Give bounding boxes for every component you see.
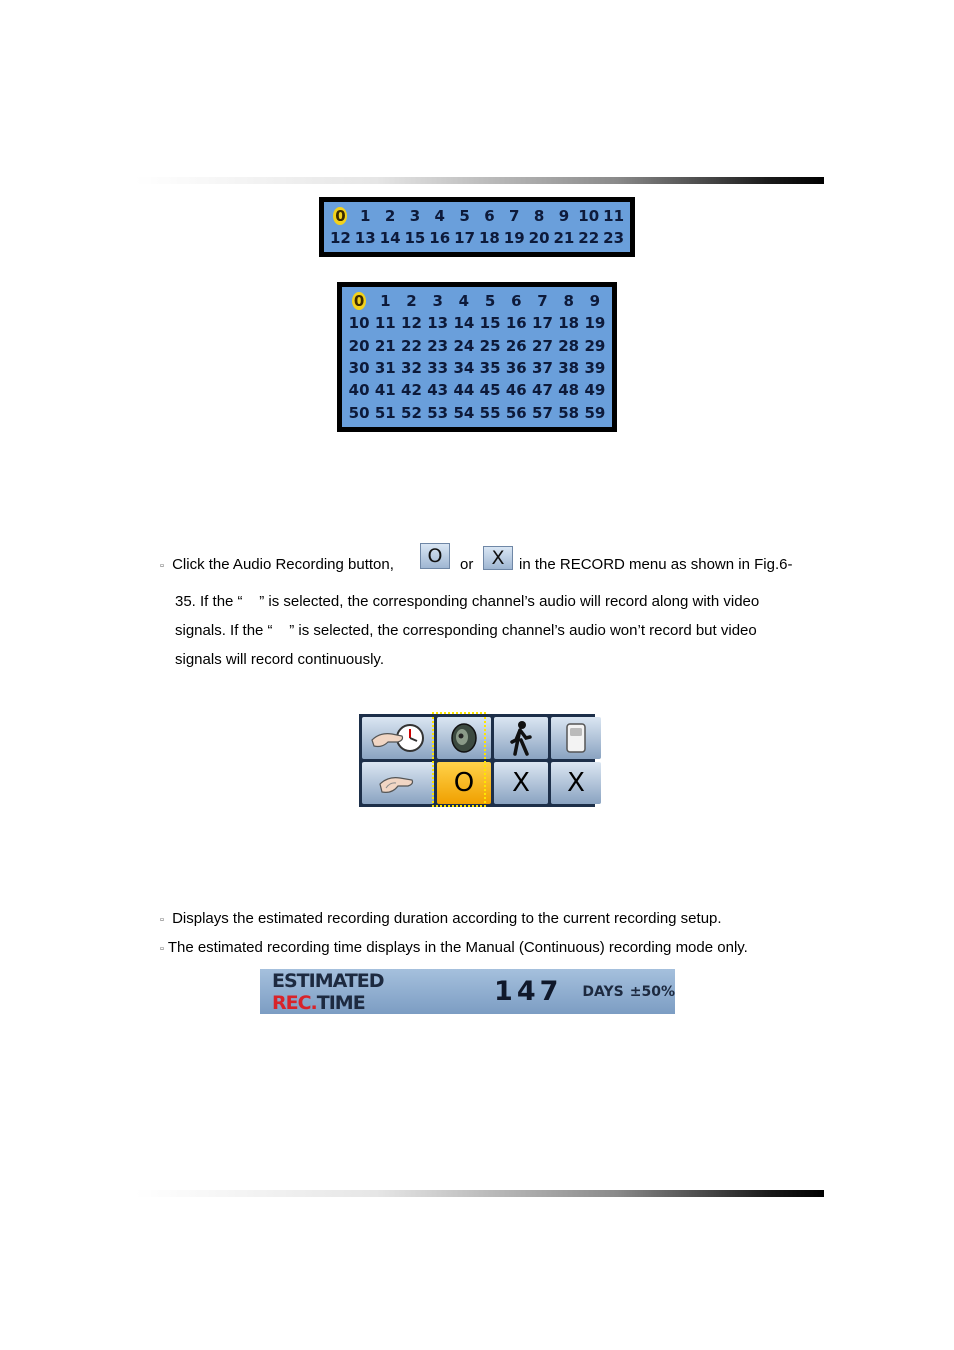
estimate-bullet-2 [160,939,748,958]
minute-cell-label: 22 [401,336,422,355]
minute-cell[interactable] [532,381,553,399]
minute-cell[interactable] [584,381,605,399]
hour-cell[interactable] [529,229,550,247]
minute-cell[interactable] [401,404,422,422]
hour-cell-label: 0 [335,206,346,225]
minute-cell-label: 55 [479,403,501,422]
estimated-tolerance: ±50% [629,983,675,1000]
minute-cell[interactable] [480,381,501,399]
minute-cell[interactable] [511,292,521,310]
hour-cell[interactable] [330,229,351,247]
minute-cell-label: 45 [479,381,501,400]
minute-cell-label: 49 [584,381,606,400]
label-part-estimated: ESTIMATED [272,969,384,992]
minute-cell[interactable] [349,359,370,377]
minute-cell[interactable] [406,292,416,310]
minute-cell[interactable] [532,314,553,332]
minute-cell-label: 0 [353,291,365,310]
audio-off-button[interactable] [483,546,513,570]
motion-off-toggle[interactable] [494,762,548,804]
audio-text-post: in the RECORD menu as shown in Fig.6- [519,556,793,573]
bullet-marker: ▫ [160,943,164,955]
minute-cell-label: 13 [427,314,449,333]
minute-cell-label: 51 [374,403,396,422]
hour-cell-label: 4 [434,207,445,225]
hour-cell[interactable] [559,207,569,225]
minute-cell[interactable] [506,337,527,355]
minute-cell-label: 18 [558,314,580,333]
minute-cell[interactable] [532,359,553,377]
minute-cell[interactable] [558,404,579,422]
estimate-text-2: The estimated recording time displays in the Manual (Continuous) recording mode only. [167,939,748,956]
hand-icon[interactable] [362,762,434,804]
footer-rule [135,1190,824,1197]
hour-cell-label: 18 [478,229,500,247]
minute-cell-label: 44 [453,381,475,400]
hour-cell[interactable] [578,229,599,247]
estimated-days-unit: DAYS [582,983,624,1000]
minute-cell[interactable] [506,314,527,332]
minute-cell[interactable] [349,314,370,332]
minute-cell[interactable] [558,359,579,377]
minute-cell[interactable] [506,404,527,422]
minute-cell-label: 9 [589,292,601,311]
minute-cell-label: 54 [453,403,475,422]
minute-cell[interactable] [558,314,579,332]
hour-cell[interactable] [454,229,475,247]
hour-cell-label: 10 [578,207,600,225]
minute-cell[interactable] [352,292,366,310]
minute-cell-label: 24 [453,336,475,355]
minute-cell[interactable] [590,292,600,310]
audio-text-pre: Click the Audio Recording button, [172,556,394,573]
minute-cell-label: 25 [479,336,501,355]
minute-cell-label: 14 [453,314,475,333]
minute-cell[interactable] [584,337,605,355]
hour-cell-label: 5 [459,207,470,225]
estimated-days-value: 147 [494,976,563,1007]
estimated-rec-time-label [272,970,452,1014]
minute-cell-label: 31 [374,359,396,378]
bullet-marker: ▫ [160,560,164,572]
audio-paragraph-line2: 35. If the “ ” is selected, the corresponding channel’s audio will record along with video [175,593,760,610]
record-menu-panel [359,714,595,807]
hour-cell-label: 6 [484,207,495,225]
minute-cell[interactable] [453,337,474,355]
minute-cell-label: 15 [479,314,501,333]
minute-cell-label: 47 [532,381,553,400]
minute-cell-label: 5 [484,292,496,311]
schedule-hand-icon[interactable] [362,717,434,759]
minute-cell[interactable] [506,359,527,377]
minute-selection-grid [337,282,617,432]
minute-cell[interactable] [427,337,448,355]
minute-cell-label: 38 [558,359,580,378]
minute-cell-label: 28 [558,336,580,355]
minute-cell-label: 6 [511,292,522,311]
minute-cell-label: 2 [406,292,417,311]
hour-cell-label: 9 [558,207,570,225]
minute-cell-label: 4 [458,292,470,311]
estimated-rec-time-bar [260,969,675,1014]
minute-cell-label: 23 [427,336,449,355]
hour-cell[interactable] [603,229,624,247]
audio-on-label: O [427,545,443,567]
hour-cell[interactable] [410,207,420,225]
audio-paragraph-line3: signals. If the “ ” is selected, the corresponding channel’s audio won’t record but video [175,622,757,639]
minute-cell[interactable] [401,337,422,355]
minute-cell-label: 12 [401,314,422,333]
minute-cell-label: 56 [505,403,527,422]
minute-cell[interactable] [532,337,553,355]
minute-cell-label: 27 [532,336,553,355]
hour-cell[interactable] [404,229,425,247]
hour-cell[interactable] [360,207,370,225]
minute-cell[interactable] [480,314,501,332]
minute-cell-label: 8 [563,292,574,311]
label-part-time: TIME [316,991,365,1014]
minute-cell[interactable] [558,337,579,355]
hour-cell-label: 13 [354,229,376,247]
hour-cell[interactable] [380,229,401,247]
minute-cell-label: 10 [348,314,370,333]
audio-off-label: X [491,547,505,569]
minute-cell-label: 42 [401,381,422,400]
minute-cell[interactable] [453,404,474,422]
hour-grid-body [324,202,630,252]
minute-cell[interactable] [375,314,396,332]
hour-cell[interactable] [504,229,525,247]
minute-cell[interactable] [584,404,605,422]
minute-cell[interactable] [401,359,422,377]
minute-cell-label: 34 [453,359,475,378]
minute-cell[interactable] [432,292,442,310]
minute-cell-label: 29 [584,336,606,355]
minute-cell-label: 39 [584,359,606,378]
hour-cell-label: 7 [509,207,520,225]
hour-selection-grid [319,197,635,257]
speaker-icon[interactable] [437,717,491,759]
minute-cell-label: 37 [532,359,553,378]
hour-cell-label: 1 [360,207,371,225]
hour-cell-label: 23 [603,229,625,247]
minute-cell-label: 1 [380,292,391,311]
hour-cell-label: 21 [553,229,575,247]
audio-text-or: or [460,556,474,573]
minute-cell[interactable] [584,314,605,332]
audio-on-toggle[interactable] [437,762,491,804]
hour-cell[interactable] [459,207,469,225]
minute-cell[interactable] [532,404,553,422]
sensor-off-toggle[interactable] [551,762,601,804]
hour-cell[interactable] [534,207,544,225]
minute-cell[interactable] [558,381,579,399]
minute-cell[interactable] [375,404,396,422]
label-part-rec: REC. [272,991,317,1014]
hour-cell[interactable] [553,229,574,247]
minute-cell-label: 30 [348,359,370,378]
minute-cell[interactable] [537,292,547,310]
minute-cell-label: 43 [427,381,449,400]
minute-cell[interactable] [375,381,396,399]
hour-cell[interactable] [479,229,500,247]
minute-cell-label: 40 [348,381,370,400]
minute-cell[interactable] [459,292,469,310]
hour-cell-label: 12 [329,229,351,247]
minute-cell-label: 21 [374,336,396,355]
minute-cell[interactable] [480,359,501,377]
hour-cell-label: 2 [384,207,396,225]
hour-cell-label: 11 [603,207,625,225]
header-rule [135,177,824,184]
hour-cell-label: 19 [503,229,525,247]
minute-cell-label: 41 [374,381,396,400]
hour-cell[interactable] [509,207,519,225]
hour-cell[interactable] [435,207,445,225]
minute-cell[interactable] [375,359,396,377]
minute-cell-label: 46 [505,381,527,400]
minute-cell-label: 3 [432,292,443,311]
minute-cell-label: 26 [505,336,527,355]
minute-cell[interactable] [427,359,448,377]
minute-cell[interactable] [401,381,422,399]
hour-cell-label: 15 [404,229,426,247]
hour-cell-label: 8 [533,207,545,225]
minute-cell-label: 19 [584,314,606,333]
minute-cell-label: 20 [348,336,370,355]
hour-cell-label: 22 [578,229,600,247]
minute-cell-label: 32 [401,359,422,378]
minute-cell[interactable] [485,292,495,310]
minute-cell[interactable] [375,337,396,355]
minute-cell[interactable] [563,292,573,310]
minute-cell-label: 17 [532,314,553,333]
hour-cell[interactable] [333,207,347,225]
hour-cell-label: 14 [379,229,401,247]
hour-cell[interactable] [484,207,494,225]
hour-cell-label: 17 [454,229,476,247]
minute-cell[interactable] [380,292,390,310]
hour-cell[interactable] [429,229,450,247]
sensor-icon[interactable] [551,717,601,759]
motion-off-toggle-label: X [512,768,530,798]
walking-person-icon[interactable] [494,717,548,759]
minute-cell[interactable] [480,404,501,422]
minute-cell-label: 16 [505,314,527,333]
audio-paragraph-line1 [160,556,394,575]
minute-cell-label: 7 [537,292,548,311]
hour-cell[interactable] [385,207,395,225]
minute-cell-label: 58 [558,403,580,422]
minute-cell-label: 35 [479,359,501,378]
minute-cell-label: 11 [374,314,396,333]
minute-cell[interactable] [480,337,501,355]
sensor-off-toggle-label: X [567,768,585,798]
minute-cell[interactable] [584,359,605,377]
minute-cell[interactable] [453,314,474,332]
minute-cell-label: 53 [427,403,449,422]
minute-cell[interactable] [349,404,370,422]
minute-grid-body [342,287,612,427]
minute-cell[interactable] [427,381,448,399]
hour-cell[interactable] [355,229,376,247]
minute-cell[interactable] [453,359,474,377]
hour-cell-label: 3 [409,207,421,225]
hour-cell[interactable] [603,207,624,225]
minute-cell[interactable] [427,314,448,332]
hour-cell[interactable] [578,207,599,225]
minute-cell[interactable] [427,404,448,422]
minute-cell[interactable] [349,337,370,355]
minute-cell-label: 36 [505,359,527,378]
minute-cell-label: 33 [427,359,449,378]
minute-cell-label: 48 [558,381,580,400]
bullet-marker: ▫ [160,914,164,926]
minute-cell-label: 57 [532,403,553,422]
minute-cell-label: 59 [584,403,606,422]
audio-paragraph-line4: signals will record continuously. [175,651,384,668]
minute-cell[interactable] [349,381,370,399]
audio-on-toggle-label: O [453,768,475,798]
estimate-text-1: Displays the estimated recording duration according to the current recording setup. [172,910,722,927]
audio-on-button[interactable] [420,543,450,569]
minute-cell-label: 52 [401,403,422,422]
hour-cell-label: 16 [429,229,451,247]
minute-cell[interactable] [401,314,422,332]
hour-cell-label: 20 [528,229,550,247]
minute-cell-label: 50 [348,403,370,422]
estimate-bullet-1 [160,910,722,929]
minute-cell[interactable] [453,381,474,399]
minute-cell[interactable] [506,381,527,399]
